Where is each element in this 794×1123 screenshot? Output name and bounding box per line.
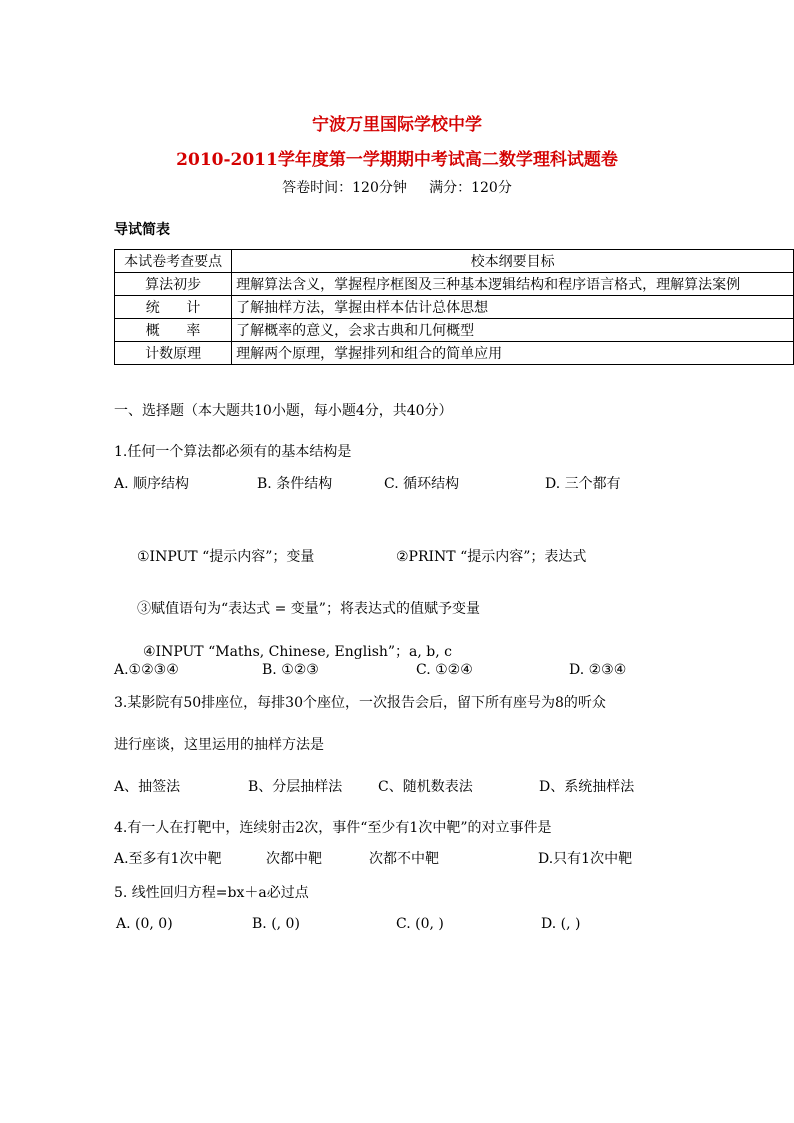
school-name: 宁波万里国际学校中学 [312, 115, 482, 135]
q5-option-b: B. (, 0) [252, 916, 300, 932]
table-cell-point: 概 率 [115, 319, 232, 342]
table-row [115, 342, 794, 365]
time-and-score: 答卷时间：120分钟 满分：120分 [282, 180, 512, 196]
q1-option-b: B. 条件结构 [257, 476, 333, 492]
q5-option-a: A. (0, 0) [116, 916, 173, 932]
q3-option-a: A、抽签法 [114, 779, 181, 795]
q3-option-b: B、分层抽样法 [248, 779, 343, 795]
section-title: 一、选择题（本大题共10小题，每小题4分，共40分） [114, 403, 453, 419]
q4-option-b: 次都中靶 [266, 851, 322, 867]
q1-option-d: D. 三个都有 [545, 476, 621, 492]
q4-option-a: A.至多有1次中靶 [114, 851, 222, 867]
table-row [115, 319, 794, 342]
q2-item-2: ②PRINT “提示内容”；表达式 [396, 549, 587, 565]
guide-table [114, 249, 794, 365]
question-5-stem: 5. 线性回归方程=bx＋a必过点 [114, 885, 309, 901]
q2-option-d: D. ②③④ [569, 662, 627, 678]
q2-option-c: C. ①②④ [416, 662, 473, 678]
table-row [115, 296, 794, 319]
table-cell-point: 算法初步 [115, 273, 232, 296]
question-1-stem: 1.任何一个算法都必须有的基本结构是 [114, 444, 352, 460]
table-header-cell: 本试卷考查要点 [115, 250, 232, 273]
question-3-stem-line2: 进行座谈，这里运用的抽样方法是 [114, 737, 324, 753]
q2-item-1: ①INPUT “提示内容”；变量 [137, 549, 315, 565]
q4-option-c: 次都不中靶 [369, 851, 439, 867]
table-cell-point: 统 计 [115, 296, 232, 319]
q5-option-c: C. (0, ) [396, 916, 444, 932]
table-header-cell: 校本纲要目标 [232, 250, 794, 273]
question-3-stem-line1: 3.某影院有50排座位，每排30个座位，一次报告会后，留下所有座号为8的听众 [114, 695, 606, 711]
table-cell-goal: 了解抽样方法，掌握由样本估计总体思想 [232, 296, 794, 319]
q2-option-a: A.①②③④ [114, 662, 179, 678]
q4-option-d: D.只有1次中靶 [538, 851, 633, 867]
table-row [115, 273, 794, 296]
q1-option-c: C. 循环结构 [384, 476, 460, 492]
table-header-row [115, 250, 794, 273]
table-cell-goal: 理解算法含义，掌握程序框图及三种基本逻辑结构和程序语言格式，理解算法案例 [232, 273, 794, 296]
exam-title: 2010-2011学年度第一学期期中考试高二数学理科试题卷 [176, 150, 618, 170]
table-cell-goal: 了解概率的意义，会求古典和几何概型 [232, 319, 794, 342]
q3-option-d: D、系统抽样法 [539, 779, 635, 795]
q2-item-3: ③赋值语句为“表达式 = 变量”；将表达式的值赋予变量 [137, 601, 480, 617]
table-cell-goal: 理解两个原理，掌握排列和组合的简单应用 [232, 342, 794, 365]
q2-option-b: B. ①②③ [262, 662, 319, 678]
q3-option-c: C、随机数表法 [378, 779, 473, 795]
guide-heading: 导试简表 [114, 222, 170, 238]
q2-item-4: ④INPUT “Maths, Chinese, English”；a, b, c [143, 644, 452, 660]
question-4-stem: 4.有一人在打靶中，连续射击2次，事件“至少有1次中靶”的对立事件是 [114, 820, 552, 836]
table-cell-point: 计数原理 [115, 342, 232, 365]
q5-option-d: D. (, ) [541, 916, 581, 932]
q1-option-a: A. 顺序结构 [114, 476, 190, 492]
